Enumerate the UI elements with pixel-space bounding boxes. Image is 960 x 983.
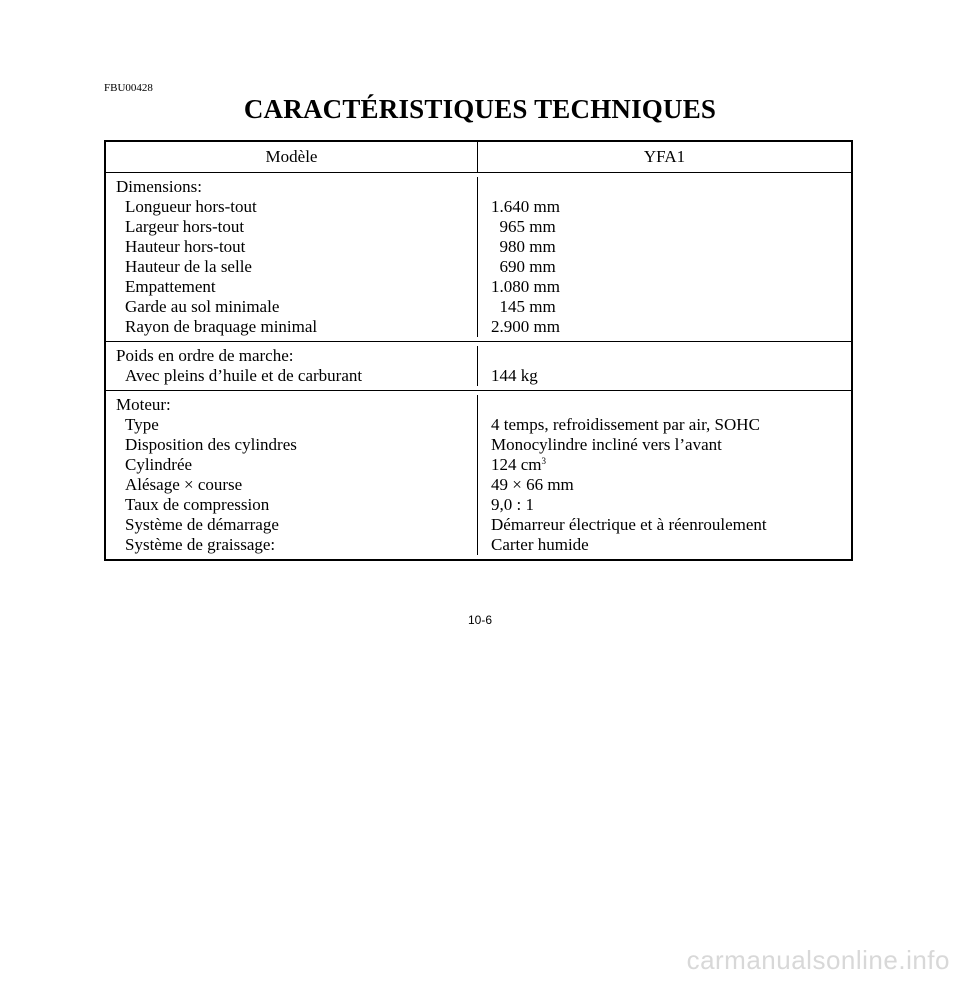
weight-value: 144 kg bbox=[491, 366, 538, 385]
header-model-label: Modèle bbox=[106, 142, 478, 172]
engine-value: Démarreur électrique et à réenroulement bbox=[491, 515, 767, 534]
dimension-label: Largeur hors-tout bbox=[125, 217, 245, 236]
dimension-label: Empattement bbox=[125, 277, 216, 296]
engine-label: Taux de compression bbox=[125, 495, 270, 514]
dimension-label: Hauteur hors-tout bbox=[125, 237, 246, 256]
header-model-value: YFA1 bbox=[643, 147, 686, 166]
engine-label: Cylindrée bbox=[125, 455, 193, 474]
engine-value: 4 temps, refroidissement par air, SOHC bbox=[491, 415, 760, 434]
dimension-value: 145 mm bbox=[491, 297, 556, 316]
engine-value-displacement bbox=[491, 455, 851, 475]
engine-label: Disposition des cylindres bbox=[125, 435, 297, 454]
displacement-superscript: 3 bbox=[541, 456, 547, 466]
page-title: CARACTÉRISTIQUES TECHNIQUES bbox=[243, 94, 717, 124]
dimension-label: Garde au sol minimale bbox=[125, 297, 280, 316]
dimension-value: 1.640 mm bbox=[491, 197, 560, 216]
engine-value: Monocylindre incliné vers l’avant bbox=[491, 435, 722, 454]
engine-value: Carter humide bbox=[491, 535, 589, 554]
engine-value: 9,0 : 1 bbox=[491, 495, 534, 514]
engine-section bbox=[106, 390, 851, 559]
document-code: FBU00428 bbox=[104, 82, 153, 94]
dimension-value: 2.900 mm bbox=[491, 317, 560, 336]
engine-label: Alésage × course bbox=[125, 475, 243, 494]
displacement-value: 124 cm bbox=[491, 455, 542, 474]
engine-label: Système de démarrage bbox=[125, 515, 279, 534]
engine-value: 49 × 66 mm bbox=[491, 475, 574, 494]
dimension-label: Rayon de braquage minimal bbox=[125, 317, 318, 336]
engine-label: Type bbox=[125, 415, 159, 434]
weight-label: Avec pleins d’huile et de carburant bbox=[125, 366, 363, 385]
dimensions-section bbox=[106, 172, 851, 341]
dimension-value: 980 mm bbox=[491, 237, 556, 256]
dimension-value: 965 mm bbox=[491, 217, 556, 236]
engine-label: Système de graissage: bbox=[125, 535, 276, 554]
watermark: carmanualsonline.info bbox=[686, 945, 950, 975]
dimension-label: Hauteur de la selle bbox=[125, 257, 252, 276]
weight-section bbox=[106, 341, 851, 390]
dimensions-heading: Dimensions: bbox=[116, 177, 202, 196]
table-header-row bbox=[106, 142, 851, 172]
dimension-value: 1.080 mm bbox=[491, 277, 560, 296]
spec-table bbox=[104, 140, 853, 561]
dimension-value: 690 mm bbox=[491, 257, 556, 276]
page-number: 10-6 bbox=[467, 613, 493, 627]
dimension-label: Longueur hors-tout bbox=[125, 197, 257, 216]
engine-heading: Moteur: bbox=[116, 395, 171, 414]
weight-heading: Poids en ordre de marche: bbox=[116, 346, 294, 365]
